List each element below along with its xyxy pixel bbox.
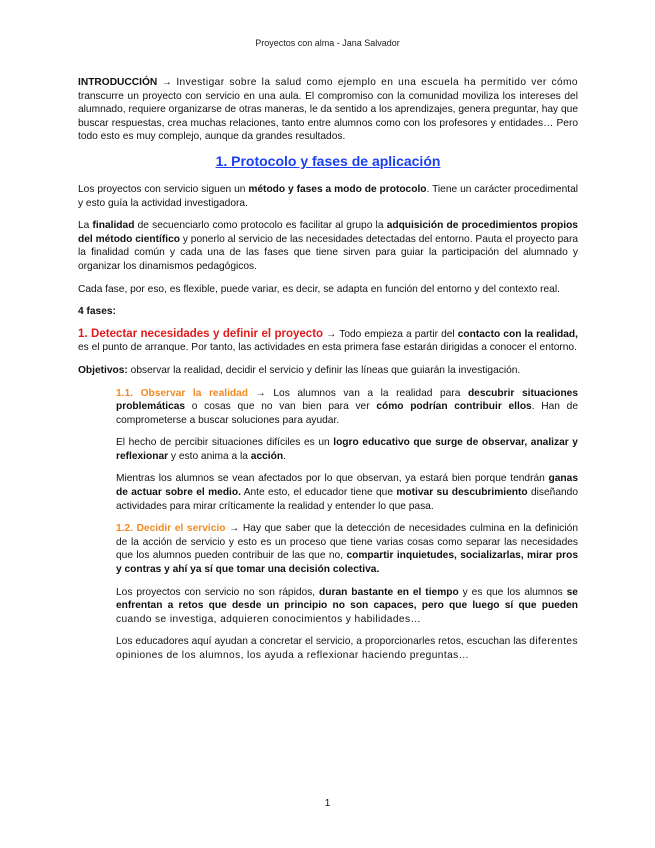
text-run: o cosas que no van bien para ver [185, 401, 377, 413]
text-run: . [283, 450, 286, 462]
text-run: y esto anima a la [168, 450, 251, 462]
text-run: y es que los alumnos [458, 586, 567, 598]
paragraph-logro [116, 436, 578, 463]
page-number: 1 [324, 798, 331, 809]
running-header: Proyectos con alma - Jana Salvador [255, 38, 400, 48]
section-heading [78, 153, 578, 171]
text-run: Los educadores aquí ayudan a concretar el servicio, a proporcionarles retos, escuchan las [116, 636, 530, 648]
paragraph-finalidad [78, 219, 578, 273]
bold-run: finalidad [92, 220, 135, 232]
paragraph-flexible: Cada fase, por eso, es flexible, puede variar, es decir, se adapta en función del entorno y del contexto real. [78, 283, 560, 295]
text-run: diseñando actividades para mirar críticamente la realidad y entender lo que pasa. [116, 487, 578, 512]
bold-run: método y fases a modo de protocolo [248, 183, 427, 195]
bold-run: adquisición de procedimientos propios del método científico [78, 220, 578, 245]
text-run: de secuenciarlo como protocolo es facilitar al grupo la [134, 220, 387, 232]
text-run: Los alumnos van a la realidad para [273, 387, 468, 399]
paragraph-educadores [116, 635, 578, 662]
bold-run: cómo podrían contribuir ellos [376, 401, 532, 413]
text-run: La [78, 220, 93, 232]
text-run: es el punto de arranque. Por tanto, las actividades en esta primera fase estarán dirigidas a conocer el entorno. [78, 342, 577, 354]
text-run: cuando se investiga, adquieren conocimientos y habilidades… [116, 613, 422, 625]
bold-run: 4 fases: [78, 306, 116, 318]
bold-run: duran bastante en el tiempo [319, 586, 459, 598]
intro-paragraph [78, 76, 578, 144]
subsection-1-2 [116, 522, 578, 576]
subsection-1-1 [116, 387, 578, 428]
text-run: y ponerlo al servicio de las necesidades detectadas del entorno. Pauta el proyecto para la finalidad común y cada una de las fases que tiene sirven para guiar la participación del alumnado y organizar los dinamismos pedagógicos. [78, 233, 579, 272]
bold-run: acción [250, 450, 284, 462]
objectives-label: Objetivos: [78, 364, 128, 376]
text-run: El hecho de percibir situaciones difíciles es un [116, 437, 334, 449]
text-run: Los proyectos con servicio no son rápidos, [116, 586, 320, 598]
text-run: Hay que saber que la detección de necesidades culmina en la definición de la acción de servicio y esto es un proceso que tiene varias cosas como separar las necesidades que los alumnos pueden contribuir de las que no, [116, 523, 578, 562]
intro-label: INTRODUCCIÓN [78, 77, 158, 88]
bold-run: motivar su descubrimiento [396, 487, 528, 499]
bold-run: se enfrentan a retos que desde un principio no son capaces, pero que luego sí que pueden [116, 586, 578, 612]
subsection-block [116, 387, 578, 663]
text-run: Todo empieza a partir del [339, 328, 458, 340]
bold-run: ganas de actuar sobre el medio. [116, 473, 578, 499]
document-body [78, 76, 578, 672]
section-title: 1. Protocolo y fases de aplicación [215, 152, 441, 169]
phases-label [78, 305, 578, 319]
paragraph-retos [116, 586, 578, 627]
bold-run: contacto con la realidad, [457, 328, 578, 340]
paragraph-ganas [116, 472, 578, 513]
arrow: → [225, 523, 243, 535]
intro-rest: transcurre un proyecto con servicio en una aula. El compromiso con la comunidad moviliza los intereses del alumnado, requiere organizarse de otras maneras, le da sentido a los aprendizajes, genera preguntar, hay que buscar respuestas, crea muchas relaciones, tanto entre alumnos como con los profesores y entidades… Pero todo esto es muy complejo, aunque da grandes resultados. [78, 90, 578, 143]
intro-arrow: → [157, 77, 177, 88]
text-run: observar la realidad, decidir el servicio y definir las líneas que guiarán la investigación. [127, 364, 521, 376]
text-run: Los proyectos con servicio siguen un [78, 183, 249, 195]
bold-run: descubrir situaciones problemáticas [116, 387, 579, 413]
text-run: diferentes opiniones de los alumnos, los ayuda a reflexionar haciendo preguntas… [116, 636, 578, 661]
text-run: . Han de comprometerse a buscar soluciones para ayudar. [116, 401, 579, 426]
arrow: → [248, 387, 274, 399]
text-run: . Tiene un carácter procedimental y esto guía la actividad investigadora. [78, 183, 578, 209]
text-run: Mientras los alumnos se vean afectados por lo que observan, ya estará bien porque tendrán [116, 473, 549, 485]
arrow: → [323, 328, 340, 340]
intro-line1: Investigar sobre la salud como ejemplo en una escuela ha permitido ver cómo [176, 77, 578, 88]
objectives-paragraph [78, 364, 578, 378]
subsection-1-2-title: 1.2. Decidir el servicio [116, 523, 226, 535]
subsection-1-1-title: 1.1. Observar la realidad [116, 387, 249, 399]
text-run: Ante esto, el educador tiene que [240, 487, 397, 499]
phase-1-paragraph [78, 328, 578, 355]
bold-run: compartir inquietudes, socializarlas, mirar pros y contras y ahí ya sí que tomar una decisión colectiva. [116, 550, 578, 576]
paragraph-method [78, 183, 578, 210]
bold-run: logro educativo que surge de observar, analizar y reflexionar [116, 437, 578, 462]
phase-1-title: 1. Detectar necesidades y definir el proyecto [78, 327, 324, 340]
